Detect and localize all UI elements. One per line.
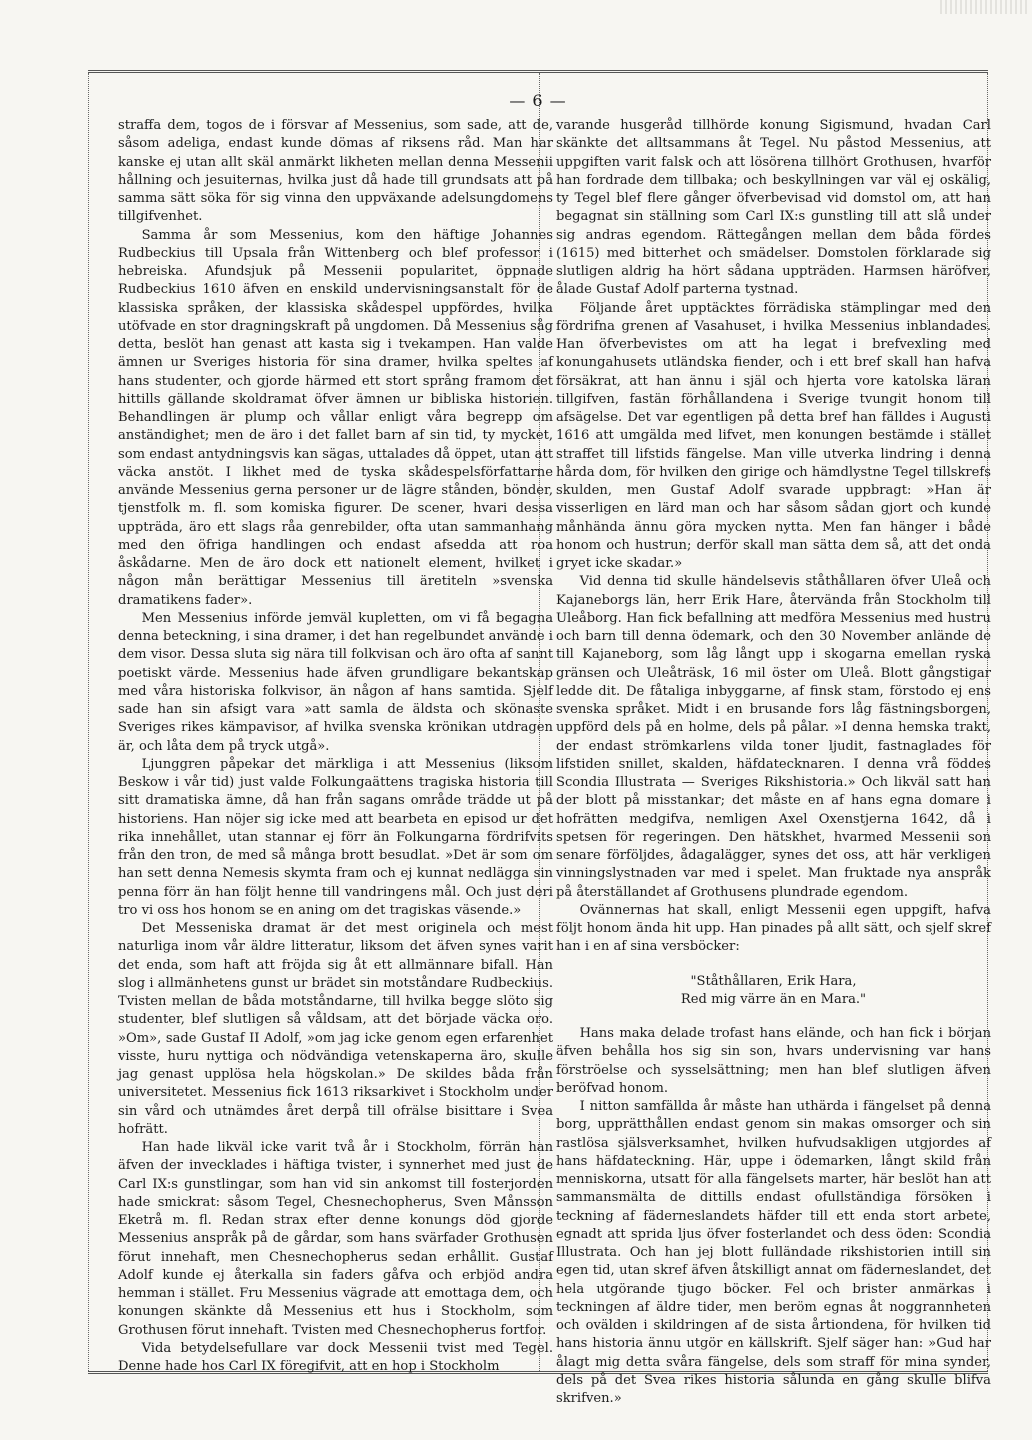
frame-left-rule	[88, 73, 89, 1371]
paragraph: Följande året upptäcktes förrädiska stämplingar med den fördrifna grenen af Vasahuset, i hvilka Messenius inblandades. Han öfverbevistes om att ha legat i brefvexling med konungahusets utländska fiender, och i ett bref skall han hafva försäkrat, att han ännu i själ och hjerta vore katolska läran tillgifven, fastän förhållandena i Sverige tvungit honom till afsägelse. Det var egentligen på detta bref han fälldes i Augusti 1616 att umgälda med lifvet, men konungen bestämde i stället straffet till lifstids fängelse. Man ville utverka lindring i denna hårda dom, för hvilken den girige och hämdlystne Tegel tillskrefs skulden, men Gustaf Adolf svarade uppbragt: »Han är visserligen en lärd man och har såsom sådan gjort och kunde månhända ännu göra mycken nytta. Men fan hänger i både honom och hustrun; derför skall man sätta dem så, att det onda gryet icke skadar.»	[556, 300, 991, 571]
paragraph: Det Messeniska dramat är det mest originela och mest naturliga inom vår äldre litteratur, liksom det äfven synes varit det enda, som haft att fröjda sig åt ett allmännare bifall. Han slog i allmänhetens gunst ur brädet sin motståndare Rudbeckius. Tvisten mellan de båda motståndarne, till hvilka begge slöto sig studenter, blef slutligen så våldsam, att det började väcka oro. »Om», sade Gustaf II Adolf, »om jag icke genom egen erfarenhet visste, huru nyttiga och nödvändiga vetenskaperna äro, skulle jag genast upplösa hela högskolan.» De skildes båda från universitetet. Messenius fick 1613 riksarkivet i Stockholm under sin vård och utnämdes året derpå till ofrälse bisittare i Svea hofrätt.	[118, 921, 553, 1137]
paragraph: I nitton samfällda år måste han uthärda i fängelset på denna borg, upprätthållen endast genom sin makas omsorger och sin rastlösa själsverksamhet, hvilken hufvudsakligen utgjordes af hans häfdateckning. Här, uppe i ödemarken, långt skild från menniskorna, utsatt för alla fängelsets marter, här beslöt han att sammansmälta de dittills endast ofullständiga försöken i teckning af fäderneslandets häfder till ett enda stort arbete, egnadt att sprida ljus öfver fosterlandet och dess öden: Scondia Illustrata. Och han jej blott fulländade rikshistorien intill sin egen tid, utan skref äfven åtskilligt annat om fäderneslandet, det hela utgörande tjugo böcker. Fel och brister anmärkas i teckningen af äldre tider, men beröm egnas åt noggrannheten och ovälden i skildringen af de sista årtiondena, för hvilken tid hans historia ännu utgör en källskrift. Sjelf säger han: »Gud har ålagt mig detta svåra fängelse, dels som straff för mina synder, dels på det Svea rikes historia sålunda en gång skulle blifva skrifven.»	[556, 1099, 991, 1406]
page-number: — 6 —	[509, 91, 567, 110]
verse-line: "Ståthållaren, Erik Hara,	[690, 973, 857, 989]
paragraph: Han hade likväl icke varit två år i Stockholm, förrän han äfven der invecklades i häftiga tvister, i synnerhet med just de Carl IX:s gunstlingar, som han vid sin ankomst till fosterjorden hade smickrat: såsom Tegel, Chesnechopherus, Sven Månsson Eketrå m. fl. Redan strax efter denne konungs död gjorde Messenius anspråk på de gårdar, som hans svärfader Grothusen förut innehaft, men Chesnechopherus sedan erhållit. Gustaf Adolf kunde ej återkalla sin faders gåfva och erbjöd andra hemman i stället. Fru Messenius vägrade att emottaga dem, och konungen skänkte då Messenius ett hus i Stockholm, som Grothusen förut innehaft. Tvisten med Chesnechopherus fortfor.	[118, 1140, 553, 1338]
spacer	[556, 1009, 991, 1025]
left-column	[118, 117, 553, 1374]
paragraph: straffa dem, togos de i försvar af Messenius, som sade, att de, såsom adeliga, endast kunde dömas af riksens råd. Man har kanske ej utan allt skäl anmärkt likheten mellan denna Messenii hållning och jesuiternas, hvilka just då hade till grundsats att på samma sätt söka för sig vinna den uppväxande adelsungdomens tillgifvenhet.	[118, 118, 553, 225]
paragraph: Vida betydelsefullare var dock Messenii tvist med Tegel. Denne hade hos Carl IX föregifvit, att en hop i Stockholm	[118, 1340, 553, 1374]
paragraph: Hans maka delade trofast hans elände, och han fick i början äfven behålla hos sig sin son, hvars undervisning var hans förströelse och sysselsättning; men han blef slutligen äfven beröfvad honom.	[556, 1026, 991, 1096]
scan-smudge	[940, 0, 1030, 14]
paragraph: Samma år som Messenius, kom den häftige Johannes Rudbeckius till Upsala från Wittenberg och blef professor i hebreiska. Afundsjuk på Messenii popularitet, öppnade Rudbeckius 1610 äfven en enskild undervisningsanstalt för de klassiska språken, der klassiska skådespel uppfördes, hvilka utöfvade en stor dragningskraft på ungdomen. Då Messenius såg detta, beslöt han genast att kasta sig i tvekampen. Han valde ämnen ur Sveriges historia för sina dramer, hvilka speltes af hans studenter, och gjorde härmed ett stort språng framom det hittills gällande skoldramat öfver ämnen ur bibliska historien. Behandlingen är plump och vållar enligt våra begrepp om anständighet; men de äro i det fallet barn af sin tid, ty mycket, som endast antydningsvis kan sägas, uttalades då öppet, utan att väcka anstöt. I likhet med de tyska skådespelsförfattarne använde Messenius gerna personer ur de lägre stånden, bönder, tjenstfolk m. fl. som komiska figurer. De scener, hvari dessa uppträda, äro ett slags råa genrebilder, ofta utan sammanhang med den öfriga handlingen och endast afsedda att roa åskådarne. Men de äro dock ett nationelt element, hvilket i någon mån berättigar Messenius till äretiteln »svenska dramatikens fader».	[118, 227, 553, 608]
verse-line: Red mig värre än en Mara."	[680, 991, 867, 1007]
spacer	[556, 957, 991, 973]
paragraph: Vid denna tid skulle händelsevis ståthållaren öfver Uleå och Kajaneborgs län, herr Erik Hare, återvända från Stockholm till Uleåborg. Han fick befallning att medföra Messenius med hustru och barn till denna ödemark, och den 30 November anlände de till Kajaneborg, som låg långt upp i skogarna emellan ryska gränsen och Uleåträsk, 16 mil öster om Uleå. Blott gångstigar ledde dit. De fåtaliga inbyggarne, af finsk stam, förstodo ej ens svenska språket. Midt i en brusande fors låg fästningsborgen, uppförd dels på en holme, dels på pålar. »I denna hemska trakt, der endast strömkarlens vilda toner ljudit, fastnaglades för lifstiden snillet, skalden, häfdatecknaren. I denna vrå föddes Scondia Illustrata — Sveriges Rikshistoria.» Och likväl satt han der blott på misstankar; det måste en af hans egna domare i hofrätten medgifva, nemligen Axel Oxenstjerna 1642, då i spetsen för regeringen. Den hätskhet, hvarmed Messenii son senare förföljdes, ådagalägger, synes det oss, att här verkligen vinningslystnaden var med i spelet. Man fruktade nya anspråk på återställandet af Grothusens plundrade egendom.	[556, 574, 991, 900]
paragraph: varande husgeråd tillhörde konung Sigismund, hvadan Carl skänkte det alltsammans åt Tegel. Nu påstod Messenius, att uppgiften varit falsk och att lösörena tillhört Grothusen, hvarför han fordrade dem tillbaka; och beskyllningen var väl ej oskälig, ty Tegel blef flere gånger öfverbevisad vid domstol om, att han begagnat sin ställning som Carl IX:s gunstling till att slå under sig andras egendom. Rättegången mellan dem båda fördes (1615) med bitterhet och smädelser. Domstolen förklarade sig slutligen aldrig ha hört sådana uppträden. Harmsen häröfver, ålade Gustaf Adolf parterna tystnad.	[556, 118, 991, 298]
page-frame	[88, 70, 991, 1406]
paragraph: Ovännernas hat skall, enligt Messenii egen uppgift, hafva följt honom ända hit upp. Han pinades på allt sätt, och sjelf skref han i en af sina versböcker:	[556, 902, 991, 955]
paragraph: Ljunggren påpekar det märkliga i att Messenius (liksom Beskow i vår tid) just valde Folkungaättens tragiska historia till sitt dramatiska ämne, då han från sagans område trädde ut på historiens. Han nöjer sig icke med att bearbeta en episod ur det rika innehållet, utan stannar ej förr än Folkungarna fördrifvits från den tron, de med så många brott besudlat. »Det är som om han sett denna Nemesis skymta fram och ej kunnat nedlägga sin penna förr än han följt henne till vandringens mål. Och just deri tro vi oss hos honom se en aning om det tragiskas väsende.»	[118, 756, 553, 918]
paragraph: Men Messenius införde jemväl kupletten, om vi få begagna denna beteckning, i sina dramer, i det han regelbundet använde i dem visor. Dessa sluta sig nära till folkvisan och äro ofta af sannt poetiskt värde. Messenius hade äfven grundligare bekantskap med våra historiska folkvisor, än någon af hans samtida. Sjelf sade han sin afsigt vara »att samla de äldsta och skönaste Sveriges rikes kämpavisor, af hvilka svenska krönikan utdragen är, och låta dem på tryck utgå».	[118, 610, 553, 754]
right-column	[556, 117, 991, 1406]
